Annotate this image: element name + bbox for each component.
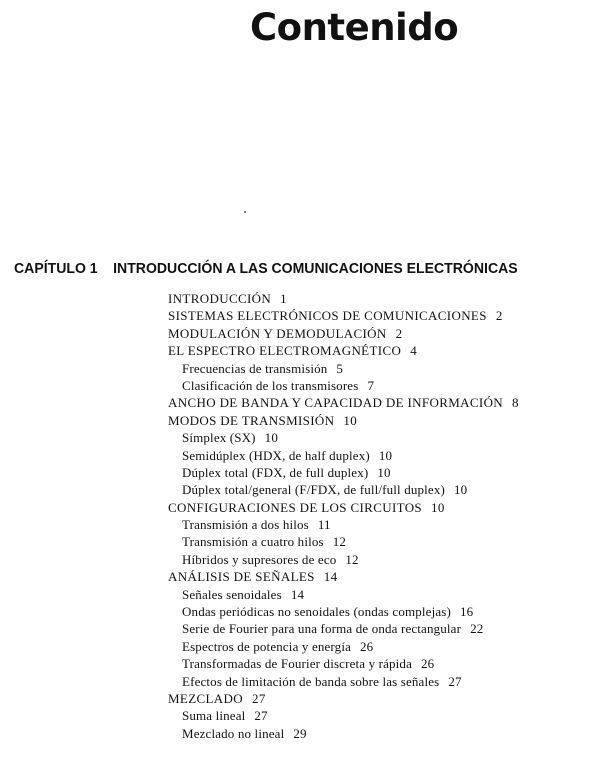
- toc-entry-page: 12: [332, 534, 347, 550]
- toc-entry-label: Transmisión a dos hilos: [182, 517, 309, 533]
- toc-entry-label: SISTEMAS ELECTRÓNICOS DE COMUNICACIONES: [168, 308, 487, 324]
- toc-entry-label: Mezclado no lineal: [182, 725, 285, 741]
- toc-entry-label: Dúplex total/general (F/FDX, de full/full duplex): [182, 482, 445, 498]
- chapter-title: INTRODUCCIÓN A LAS COMUNICACIONES ELECTRÓNICAS: [113, 261, 518, 277]
- toc-subsection-entry: [168, 481, 593, 498]
- toc-section-entry: [168, 568, 593, 585]
- toc-entry-label: EL ESPECTRO ELECTROMAGNÉTICO: [168, 343, 402, 359]
- toc-entry-label: Ondas periódicas no senoidales (ondas complejas): [182, 604, 451, 620]
- toc-entry-page: 26: [360, 638, 374, 654]
- toc-entry-label: ANÁLISIS DE SEÑALES: [168, 569, 315, 585]
- toc-subsection-entry: [168, 655, 593, 672]
- toc-subsection-entry: [168, 516, 593, 533]
- toc-entry-page: 2: [395, 325, 403, 341]
- toc-subsection-entry: [168, 603, 593, 620]
- toc-subsection-entry: [168, 673, 593, 690]
- toc-section-entry: [168, 499, 593, 516]
- toc-entry-page: 26: [421, 656, 435, 672]
- toc-entry-page: 14: [323, 569, 338, 585]
- toc-entry-label: ANCHO DE BANDA Y CAPACIDAD DE INFORMACIÓN: [168, 395, 504, 411]
- toc-entry-page: 22: [470, 621, 484, 637]
- toc-entry-page: 10: [453, 482, 468, 498]
- toc-entry-page: 29: [293, 725, 307, 741]
- toc-entry-page: 1: [280, 291, 288, 306]
- toc-entry-label: Transformadas de Fourier discreta y rápida: [182, 656, 413, 672]
- toc-entry-label: Frecuencias de transmisión: [182, 360, 328, 376]
- toc-subsection-entry: [168, 638, 593, 655]
- toc-entry-label: Suma lineal: [182, 708, 246, 724]
- toc-entry-label: Efectos de limitación de banda sobre las señales: [182, 673, 440, 689]
- toc-subsection-entry: [168, 586, 593, 603]
- toc-subsection-entry: [168, 464, 593, 481]
- toc-entry-page: 2: [495, 308, 503, 324]
- toc-subsection-entry: [168, 533, 593, 550]
- toc-subsection-entry: [168, 707, 593, 724]
- toc-section-entry: [168, 394, 593, 411]
- table-of-contents: [168, 290, 593, 742]
- toc-entry-label: Espectros de potencia y energía: [182, 638, 352, 654]
- toc-entry-page: 10: [431, 499, 445, 515]
- toc-entry-label: Transmisión a cuatro hilos: [182, 534, 324, 550]
- toc-entry-page: 12: [345, 551, 359, 567]
- toc-entry-page: 8: [512, 395, 519, 411]
- toc-entry-page: 14: [290, 586, 305, 602]
- chapter-number: CAPÍTULO 1: [14, 261, 98, 277]
- toc-entry-label: INTRODUCCIÓN: [168, 291, 272, 306]
- toc-entry-label: MODOS DE TRANSMISIÓN: [168, 412, 335, 428]
- toc-entry-page: 10: [343, 412, 358, 428]
- toc-entry-page: 10: [264, 430, 278, 446]
- toc-entry-page: 4: [410, 343, 418, 359]
- toc-entry-label: Dúplex total (FDX, de full duplex): [182, 464, 369, 480]
- toc-section-entry: [168, 690, 593, 707]
- toc-entry-label: Símplex (SX): [182, 430, 256, 446]
- toc-section-entry: [168, 307, 593, 324]
- toc-entry-page: 27: [254, 708, 268, 724]
- toc-section-entry: [168, 412, 593, 429]
- toc-entry-page: 10: [378, 447, 393, 463]
- toc-entry-label: CONFIGURACIONES DE LOS CIRCUITOS: [168, 499, 423, 515]
- toc-subsection-entry: [168, 620, 593, 637]
- page-title: Contenido: [250, 6, 459, 49]
- toc-entry-page: 27: [252, 690, 266, 706]
- toc-section-entry: [168, 290, 593, 307]
- toc-subsection-entry: [168, 377, 593, 394]
- toc-entry-page: 7: [367, 377, 375, 393]
- toc-subsection-entry: [168, 725, 593, 742]
- toc-entry-label: Serie de Fourier para una forma de onda rectangular: [182, 621, 462, 637]
- toc-entry-label: Clasificación de los transmisores: [182, 377, 359, 393]
- toc-section-entry: [168, 325, 593, 342]
- toc-subsection-entry: [168, 447, 593, 464]
- toc-entry-page: 11: [317, 517, 331, 533]
- chapter-heading: [14, 259, 518, 279]
- toc-entry-page: 27: [448, 673, 462, 689]
- toc-entry-label: MODULACIÓN Y DEMODULACIÓN: [168, 325, 387, 341]
- toc-section-entry: [168, 342, 593, 359]
- toc-entry-page: 16: [459, 604, 474, 620]
- toc-subsection-entry: [168, 551, 593, 568]
- toc-entry-page: 10: [377, 464, 391, 480]
- toc-entry-label: Semidúplex (HDX, de half duplex): [182, 447, 370, 463]
- toc-entry-label: Híbridos y supresores de eco: [182, 551, 337, 567]
- scan-speck: [244, 211, 246, 213]
- toc-entry-label: Señales senoidales: [182, 586, 282, 602]
- toc-entry-page: 5: [336, 360, 344, 376]
- toc-entry-label: MEZCLADO: [168, 690, 244, 706]
- toc-subsection-entry: [168, 360, 593, 377]
- toc-subsection-entry: [168, 429, 593, 446]
